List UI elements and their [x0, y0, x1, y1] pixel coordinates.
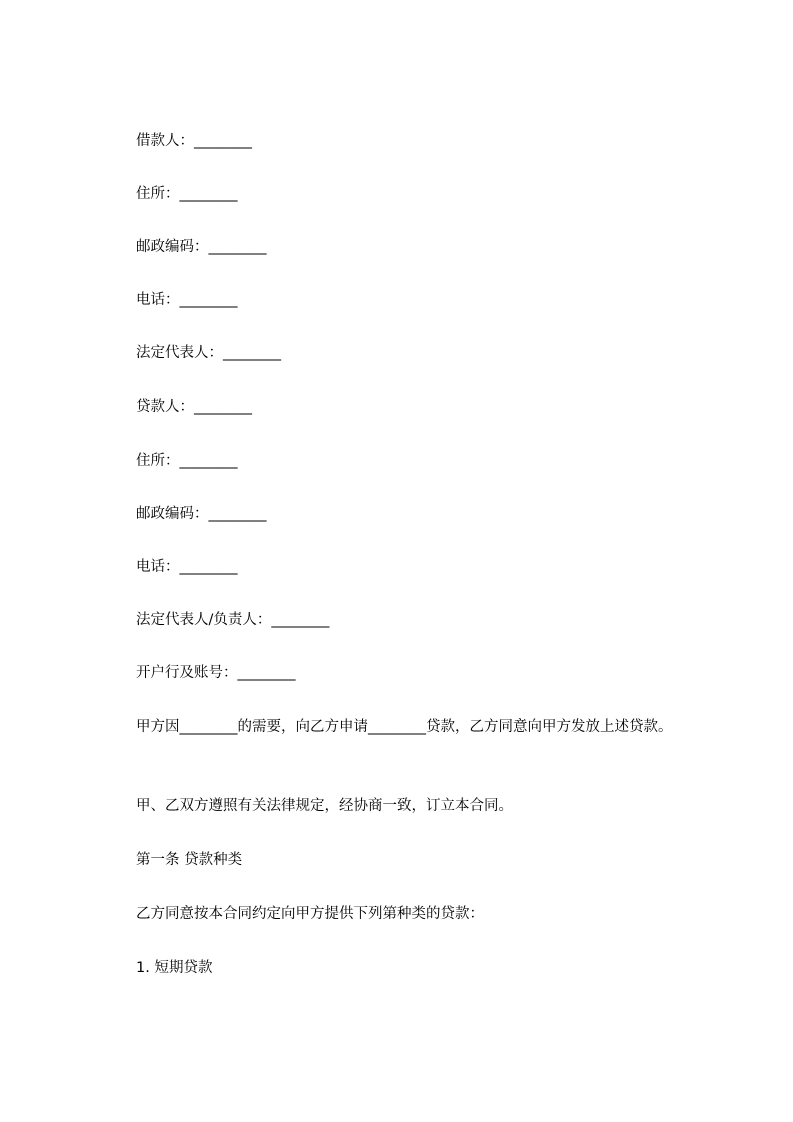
lender-line: 贷款人：________ [136, 399, 252, 415]
short-term-loan-item: 1. 短期贷款 [136, 960, 213, 976]
borrower-address-line: 住所：________ [136, 186, 238, 202]
article-1-heading: 第一条 贷款种类 [136, 852, 243, 868]
borrower-line: 借款人：________ [136, 133, 252, 149]
borrower-phone-line: 电话：________ [136, 292, 238, 308]
article-1-text: 乙方同意按本合同约定向甲方提供下列第种类的贷款： [136, 906, 484, 922]
lender-legal-rep-line: 法定代表人/负责人：________ [136, 612, 330, 628]
borrower-postcode-line: 邮政编码：________ [136, 239, 267, 255]
agreement-statement: 甲、乙双方遵照有关法律规定，经协商一致，订立本合同。 [136, 798, 513, 814]
lender-phone-line: 电话：________ [136, 559, 238, 575]
bank-account-line: 开户行及账号：________ [136, 665, 296, 681]
lender-postcode-line: 邮政编码：________ [136, 506, 267, 522]
borrower-legal-rep-line: 法定代表人：________ [136, 345, 281, 361]
loan-request-paragraph: 甲方因________的需要，向乙方申请________贷款，乙方同意向甲方发放上述贷款。 [136, 719, 673, 735]
lender-address-line: 住所：________ [136, 453, 238, 469]
